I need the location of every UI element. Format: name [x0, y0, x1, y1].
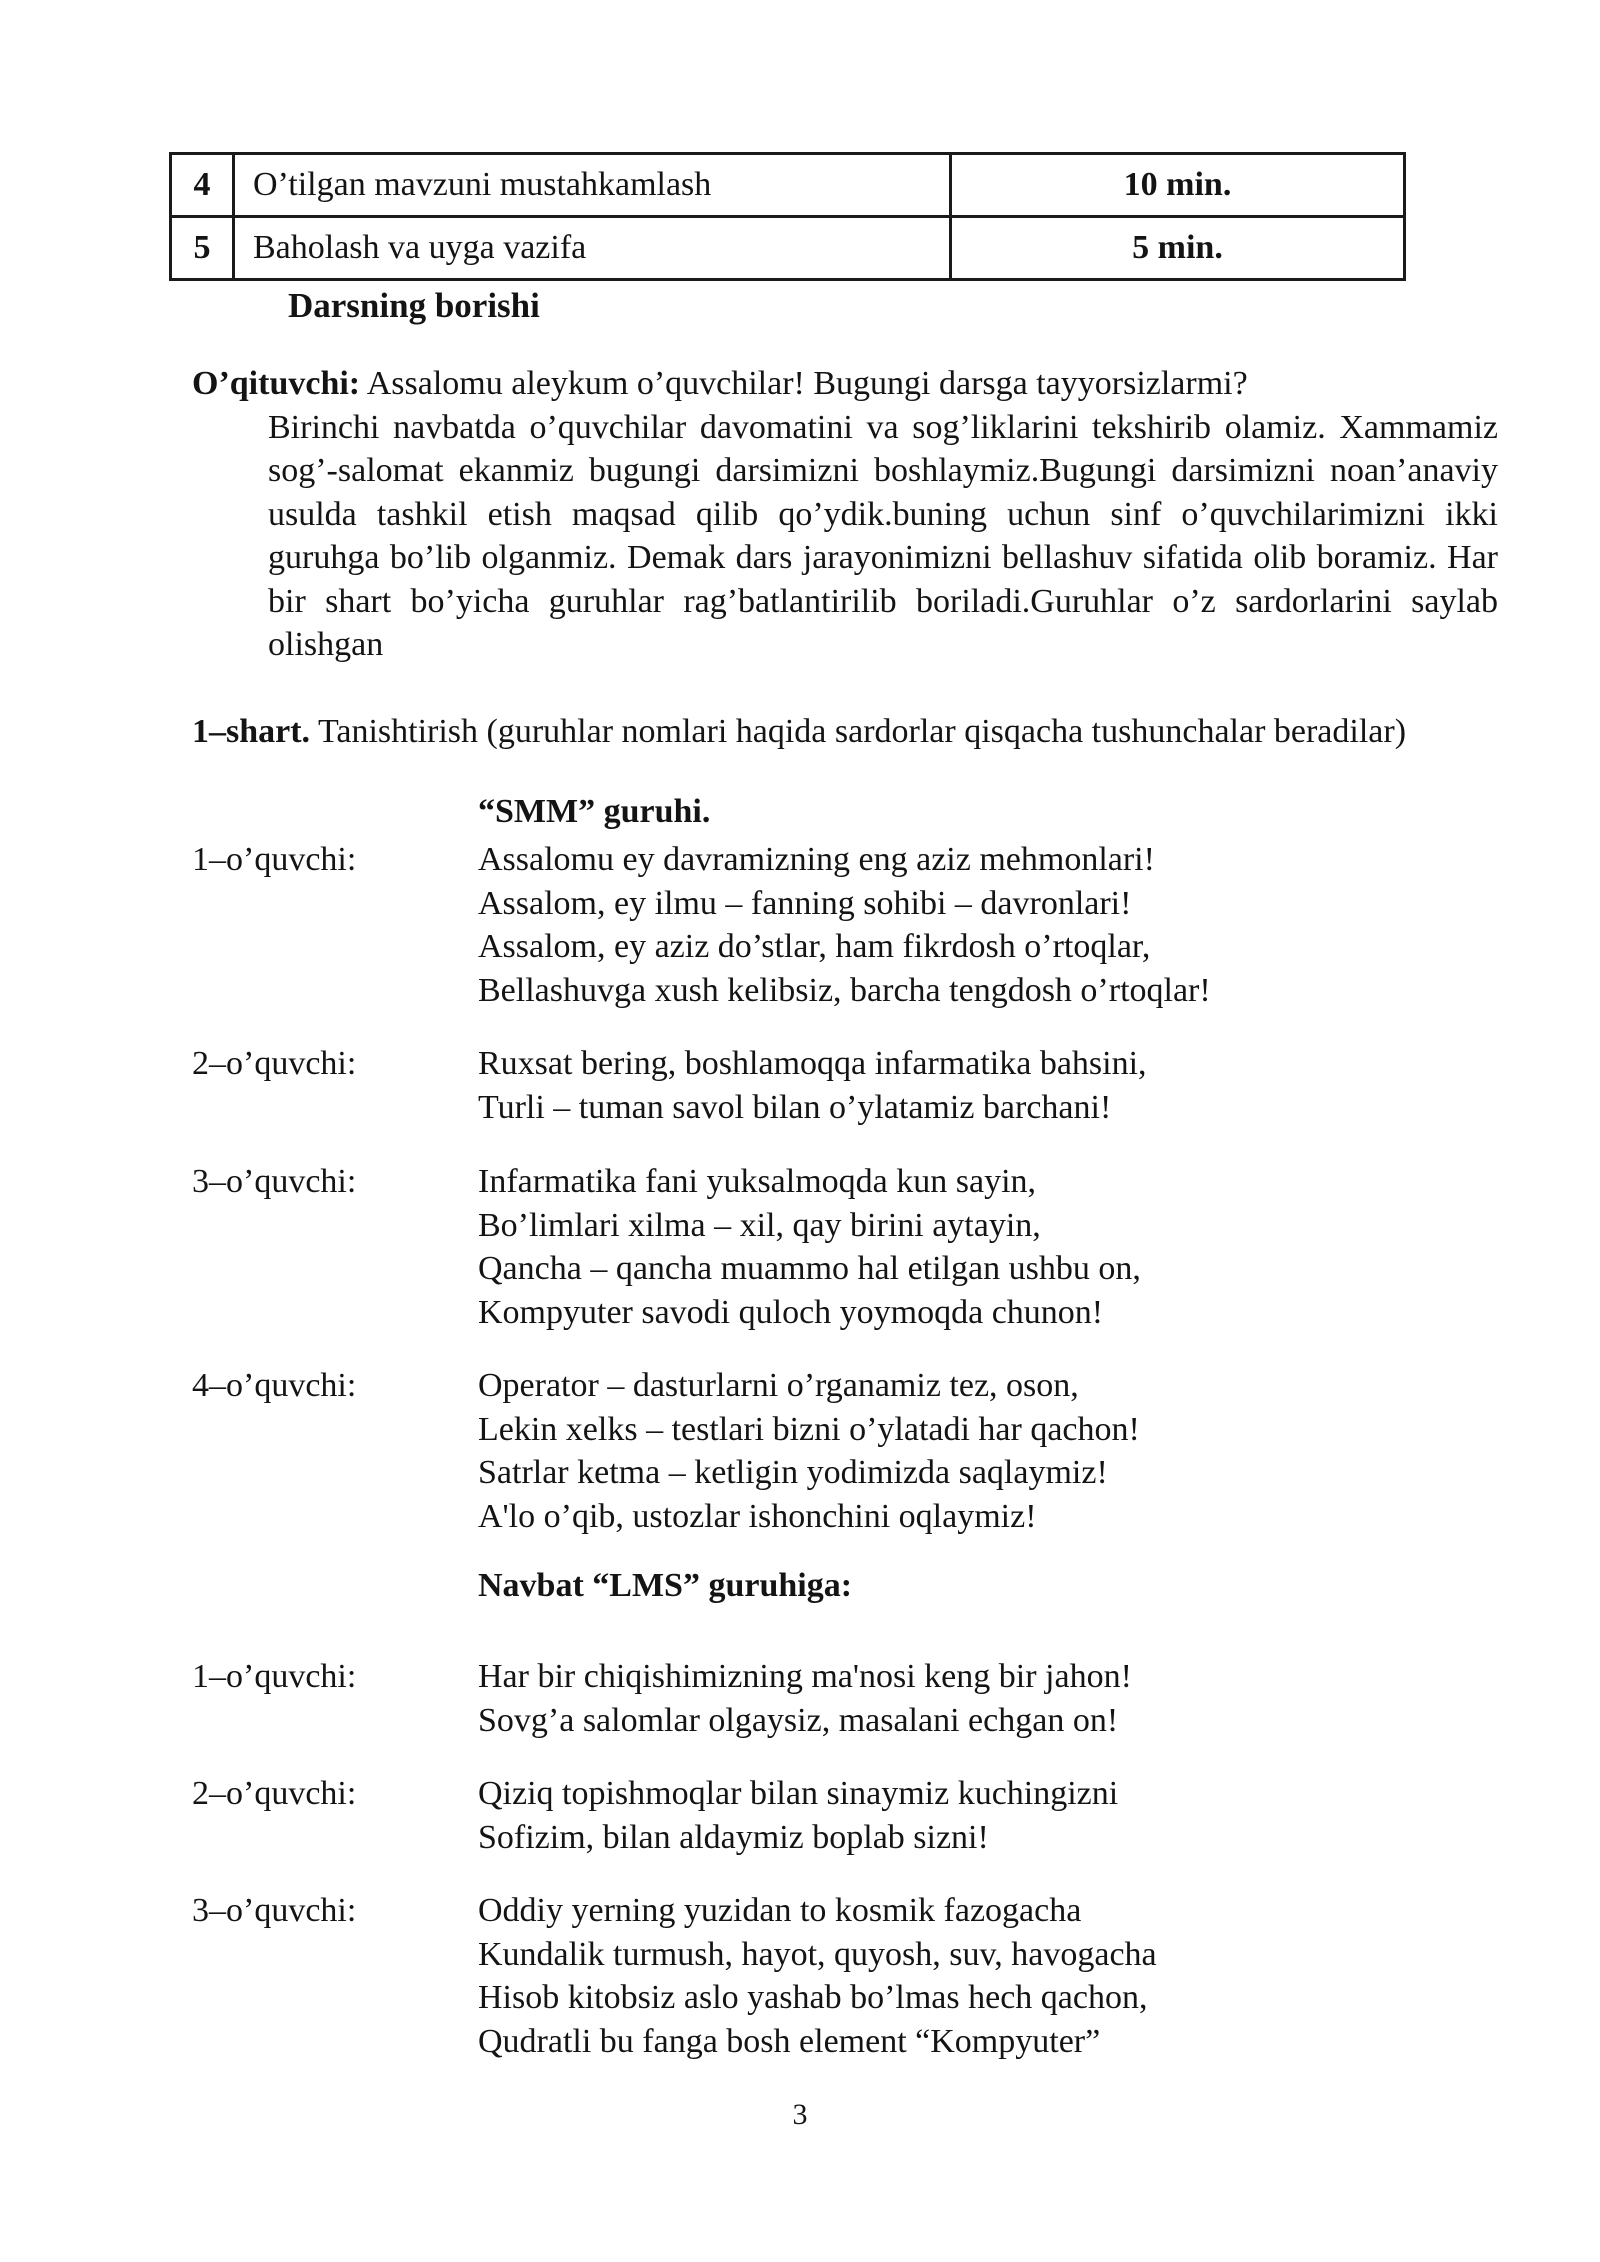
verse-line: Bellashuvga xush kelibsiz, barcha tengdosh o’rtoqlar! — [478, 971, 1211, 1009]
verse-line: Kompyuter savodi quloch yoymoqda chunon! — [478, 1293, 1104, 1331]
student-turn — [192, 1160, 1492, 1336]
student-turn — [192, 1364, 1492, 1540]
verse-line: Har bir chiqishimizning ma'nosi keng bir jahon! — [478, 1658, 1132, 1695]
verse-block — [478, 1655, 1132, 1742]
section-title: Darsning borishi — [288, 286, 540, 325]
verse-line: Assalom, ey aziz do’stlar, ham fikrdosh o’rtoqlar, — [478, 928, 1151, 965]
student-label: 1–o’quvchi: — [192, 841, 357, 878]
condition-text: Tanishtirish (guruhlar nomlari haqida sardorlar qisqacha tushunchalar beradilar) — [317, 713, 1407, 750]
verse-line: Assalomu ey davramizning eng aziz mehmonlari! — [478, 841, 1155, 878]
intro-greeting: Assalomu aleykum o’quvchilar! Bugungi darsga tayyorsizlarmi? — [366, 365, 1248, 402]
verse-line: Lekin xelks – testlari bizni o’ylatadi har qachon! — [478, 1410, 1140, 1448]
lesson-schedule-table — [169, 152, 1406, 281]
student-label: 2–o’quvchi: — [192, 1045, 357, 1082]
verse-line: Qancha – qancha muammo hal etilgan ushbu on, — [478, 1250, 1141, 1287]
verse-line: Bo’limlari xilma – xil, qay birini aytayin, — [478, 1206, 1041, 1244]
table-row — [171, 154, 1405, 217]
verse-line: Qiziq topishmoqlar bilan sinaymiz kuchingizni — [478, 1775, 1119, 1812]
condition-paragraph — [192, 710, 1498, 754]
student-turn — [192, 1772, 1492, 1860]
verse-block — [478, 1042, 1147, 1129]
verse-line: Kundalik turmush, hayot, quyosh, suv, havogacha — [478, 1935, 1157, 1973]
verse-block — [478, 1160, 1141, 1334]
group-title-smm: “SMM” guruhi. — [478, 793, 711, 830]
student-label: 4–o’quvchi: — [192, 1367, 357, 1404]
verse-block — [478, 838, 1211, 1012]
row-number: 4 — [171, 154, 234, 217]
verse-line: Assalom, ey ilmu – fanning sohibi – davronlari! — [478, 884, 1132, 922]
row-time: 10 min. — [951, 154, 1405, 217]
verse-line: Turli – tuman savol bilan o’ylatamiz barchani! — [478, 1088, 1112, 1126]
verse-line: Oddiy yerning yuzidan to kosmik fazogacha — [478, 1892, 1082, 1929]
condition-label: 1–shart. — [192, 713, 311, 750]
student-label: 3–o’quvchi: — [192, 1163, 357, 1200]
table-row — [171, 217, 1405, 280]
page-number: 3 — [792, 2098, 808, 2131]
student-turn — [192, 1042, 1492, 1130]
verse-line: Qudratli bu fanga bosh element “Kompyuter” — [478, 2022, 1101, 2060]
student-turn — [192, 1889, 1492, 2065]
teacher-intro — [192, 362, 1498, 667]
verse-block — [478, 1772, 1118, 1859]
verse-line: Infarmatika fani yuksalmoqda kun sayin, — [478, 1163, 1037, 1200]
group-title-lms: Navbat “LMS” guruhiga: — [478, 1567, 853, 1604]
verse-line: Ruxsat bering, boshlamoqqa infarmatika bahsini, — [478, 1045, 1147, 1082]
row-number: 5 — [171, 217, 234, 280]
verse-line: Satrlar ketma – ketligin yodimizda saqlaymiz! — [478, 1454, 1108, 1491]
verse-line: Hisob kitobsiz aslo yashab bo’lmas hech qachon, — [478, 1979, 1148, 2016]
intro-paragraph: Birinchi navbatda o’quvchilar davomatini va sog’liklarini tekshirib olamiz. Xammamiz sog’-salomat ekanmiz bugungi darsimizni boshlaymiz.Bugungi darsimizni noan’anaviy usulda tashkil etish maqsad qilib qo’ydik.buning uchun sinf o’quvchilarimizni ikki guruhga bo’lib olganmiz. Demak dars jarayonimizni bellashuv sifatida olib boramiz. Har bir shart bo’yicha guruhlar rag’batlantirilib boriladi.Guruhlar o’z sardorlarini saylab olishgan — [268, 408, 1498, 663]
row-topic: Baholash va uyga vazifa — [234, 217, 951, 280]
student-label: 2–o’quvchi: — [192, 1775, 357, 1812]
student-label: 1–o’quvchi: — [192, 1658, 357, 1695]
row-topic: O’tilgan mavzuni mustahkamlash — [234, 154, 951, 217]
student-turn — [192, 838, 1492, 1014]
verse-line: Sovg’a salomlar olgaysiz, masalani echgan on! — [478, 1701, 1119, 1739]
verse-block — [478, 1364, 1140, 1538]
student-turn — [192, 1655, 1492, 1743]
verse-line: Sofizim, bilan aldaymiz boplab sizni! — [478, 1818, 989, 1856]
student-label: 3–o’quvchi: — [192, 1892, 357, 1929]
row-time: 5 min. — [951, 217, 1405, 280]
verse-line: Operator – dasturlarni o’rganamiz tez, oson, — [478, 1367, 1079, 1404]
verse-line: A'lo o’qib, ustozlar ishonchini oqlaymiz! — [478, 1497, 1037, 1535]
verse-block — [478, 1889, 1157, 2063]
intro-first-line — [192, 362, 1498, 406]
teacher-speaker-label: O’qituvchi: — [192, 365, 361, 402]
